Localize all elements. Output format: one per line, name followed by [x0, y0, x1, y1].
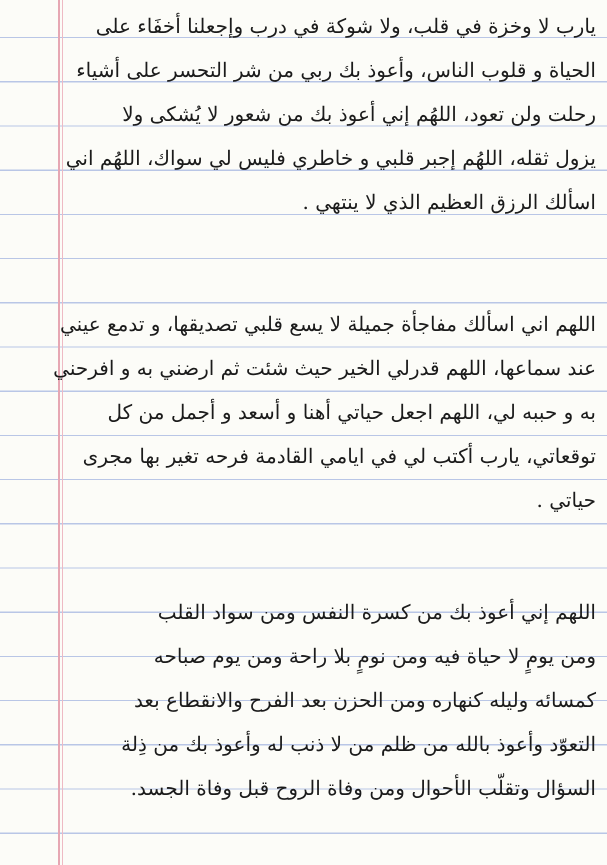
paragraph-2	[53, 302, 596, 522]
text-line: حياتي .	[536, 488, 596, 512]
margin-line-inner	[62, 0, 63, 865]
text-line: يارب لا وخزة في قلب، ولا شوكة في درب وإجعلنا أخفَاء على	[95, 14, 596, 38]
text-line: عند سماعها، اللهم قدرلي الخير حيث شئت ثم ارضني به و افرحني	[53, 356, 596, 380]
margin-line	[58, 0, 60, 865]
text-line: اسألك الرزق العظيم الذي لا ينتهي .	[302, 190, 596, 214]
text-line: اللهم اني اسألك مفاجأة جميلة لا يسع قلبي تصديقها، و تدمع عيني	[59, 312, 596, 336]
text-line: كمسائه وليله كنهاره ومن الحزن بعد الفرح والانقطاع بعد	[133, 688, 596, 712]
text-line: به و حببه لي، اللهم اجعل حياتي أهنا و أسعد و أجمل من كل	[107, 400, 596, 424]
paragraph-1	[65, 4, 596, 224]
text-line: اللهم إني أعوذ بك من كسرة النفس ومن سواد القلب	[157, 600, 596, 624]
text-line: الحياة و قلوب الناس، وأعوذ بك ربي من شر التحسر على أشياء	[76, 58, 596, 82]
paragraph-3	[68, 590, 596, 810]
text-line: السؤال وتقلّب الأحوال ومن وفاة الروح قبل وفاة الجسد.	[130, 776, 596, 800]
text-line: توقعاتي، يارب أكتب لي في ايامي القادمة فرحه تغير بها مجرى	[82, 444, 596, 468]
text-line: رحلت ولن تعود، اللهُم إني أعوذ بك من شعور لا يُشكى ولا	[122, 102, 596, 126]
text-line: ومن يومٍ لا حياة فيه ومن نومٍ بلا راحة ومن يوم صباحه	[153, 644, 596, 668]
text-line: يزول ثقله، اللهُم إجبر قلبي و خاطري فليس لي سواك، اللهُم اني	[65, 146, 596, 170]
text-line: التعوّد وأعوذ بالله من ظلم من لا ذنب له وأعوذ بك من ذِلة	[121, 732, 596, 756]
